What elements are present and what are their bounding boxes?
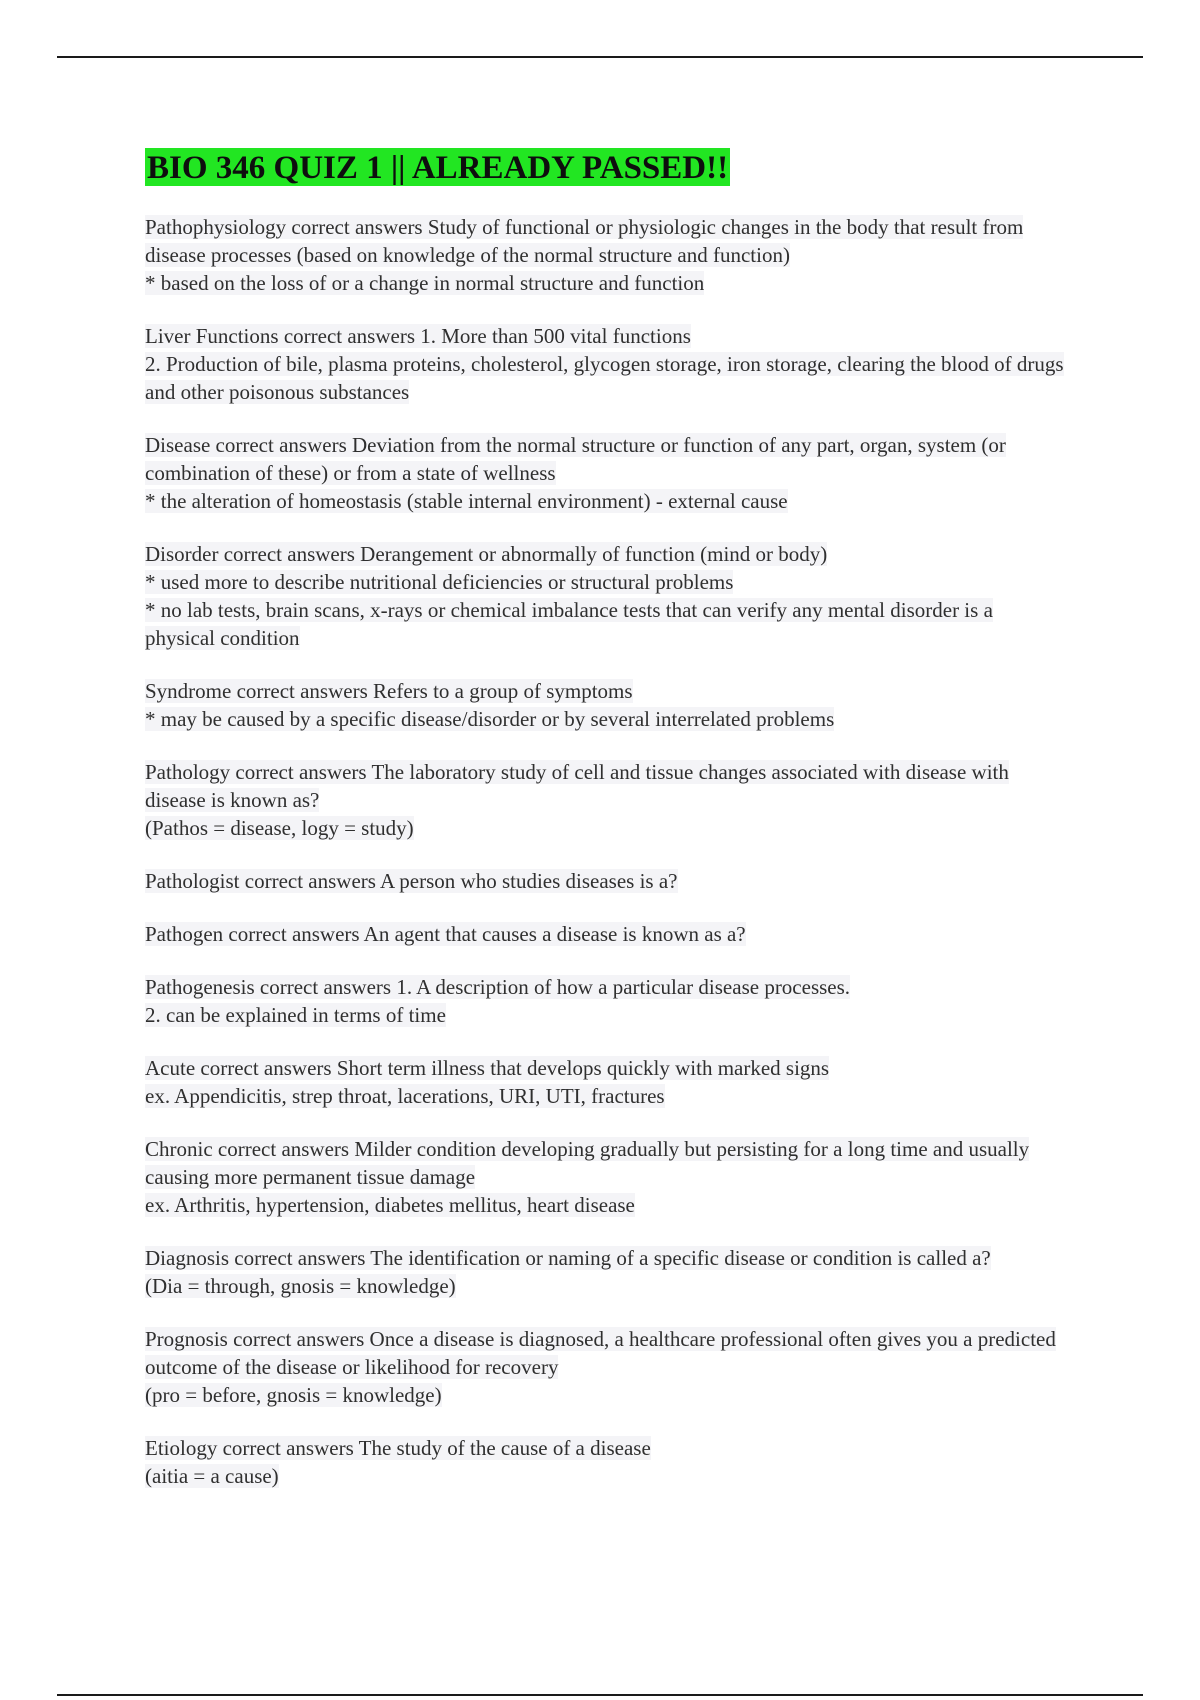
qa-entry [145,1054,1065,1110]
qa-entry [145,1434,1065,1490]
entry-note: (aitia = a cause) [145,1464,279,1488]
entry-note: * used more to describe nutritional deficiencies or structural problems [145,570,734,594]
qa-entry [145,867,1065,895]
entry-line-wrap [145,1082,1065,1110]
entry-definition: Syndrome correct answers Refers to a group of symptoms [145,679,633,703]
entry-line-wrap [145,213,1065,269]
entry-note: ex. Appendicitis, strep throat, lacerations, URI, UTI, fractures [145,1084,665,1108]
entry-line-wrap [145,322,1065,350]
entries-list [145,213,1065,1490]
entry-definition: Diagnosis correct answers The identification or naming of a specific disease or condition is called a? [145,1246,991,1270]
entry-note: (Dia = through, gnosis = knowledge) [145,1274,456,1298]
entry-note: * based on the loss of or a change in normal structure and function [145,271,705,295]
entry-definition: Disorder correct answers Derangement or abnormally of function (mind or body) [145,542,828,566]
qa-entry [145,920,1065,948]
entry-line-wrap [145,431,1065,487]
entry-line-wrap [145,1054,1065,1082]
document-body [145,148,1065,1515]
qa-entry [145,431,1065,515]
bottom-rule [57,1694,1143,1696]
entry-line-wrap [145,814,1065,842]
entry-line-wrap [145,269,1065,297]
entry-definition: Pathologist correct answers A person who studies diseases is a? [145,869,678,893]
entry-line-wrap [145,677,1065,705]
entry-line-wrap [145,350,1065,406]
entry-definition: Pathogen correct answers An agent that causes a disease is known as a? [145,922,746,946]
entry-line-wrap [145,596,1065,652]
entry-line-wrap [145,1325,1065,1381]
entry-line-wrap [145,705,1065,733]
entry-definition: Etiology correct answers The study of the cause of a disease [145,1436,651,1460]
entry-line-wrap [145,1462,1065,1490]
entry-line-wrap [145,1001,1065,1029]
entry-definition: Liver Functions correct answers 1. More than 500 vital functions [145,324,691,348]
qa-entry [145,973,1065,1029]
entry-note: (pro = before, gnosis = knowledge) [145,1383,442,1407]
qa-entry [145,1135,1065,1219]
entry-note: 2. can be explained in terms of time [145,1003,446,1027]
entry-note: ex. Arthritis, hypertension, diabetes mellitus, heart disease [145,1193,635,1217]
entry-line-wrap [145,973,1065,1001]
entry-line-wrap [145,540,1065,568]
entry-line-wrap [145,1381,1065,1409]
entry-line-wrap [145,1135,1065,1191]
entry-line-wrap [145,758,1065,814]
entry-line-wrap [145,1272,1065,1300]
entry-line-wrap [145,568,1065,596]
qa-entry [145,677,1065,733]
entry-definition: Pathophysiology correct answers Study of functional or physiologic changes in the body that result from disease processes (based on knowledge of the normal structure and function) [145,215,1024,267]
entry-line-wrap [145,867,1065,895]
entry-line-wrap [145,1191,1065,1219]
entry-definition: Disease correct answers Deviation from the normal structure or function of any part, organ, system (or combination of these) or from a state of wellness [145,433,1006,485]
top-rule [57,56,1143,58]
qa-entry [145,322,1065,406]
entry-line-wrap [145,1434,1065,1462]
qa-entry [145,540,1065,652]
document-title: BIO 346 QUIZ 1 || ALREADY PASSED!! [147,150,729,186]
entry-line-wrap [145,487,1065,515]
qa-entry [145,758,1065,842]
entry-note: * the alteration of homeostasis (stable internal environment) - external cause [145,489,788,513]
entry-definition: Pathology correct answers The laboratory study of cell and tissue changes associated with disease with disease is known as? [145,760,1009,812]
entry-note: * may be caused by a specific disease/disorder or by several interrelated problems [145,707,835,731]
entry-note: 2. Production of bile, plasma proteins, cholesterol, glycogen storage, iron storage, clearing the blood of drugs and other poisonous substances [145,352,1064,404]
entry-note: * no lab tests, brain scans, x-rays or chemical imbalance tests that can verify any mental disorder is a physical condition [145,598,993,650]
entry-line-wrap [145,1244,1065,1272]
entry-note: (Pathos = disease, logy = study) [145,816,414,840]
qa-entry [145,1244,1065,1300]
entry-line-wrap [145,920,1065,948]
entry-definition: Pathogenesis correct answers 1. A description of how a particular disease processes. [145,975,851,999]
entry-definition: Prognosis correct answers Once a disease is diagnosed, a healthcare professional often gives you a predicted outcome of the disease or likelihood for recovery [145,1327,1056,1379]
qa-entry [145,213,1065,297]
qa-entry [145,1325,1065,1409]
entry-definition: Acute correct answers Short term illness that develops quickly with marked signs [145,1056,830,1080]
entry-definition: Chronic correct answers Milder condition developing gradually but persisting for a long time and usually causing more permanent tissue damage [145,1137,1030,1189]
